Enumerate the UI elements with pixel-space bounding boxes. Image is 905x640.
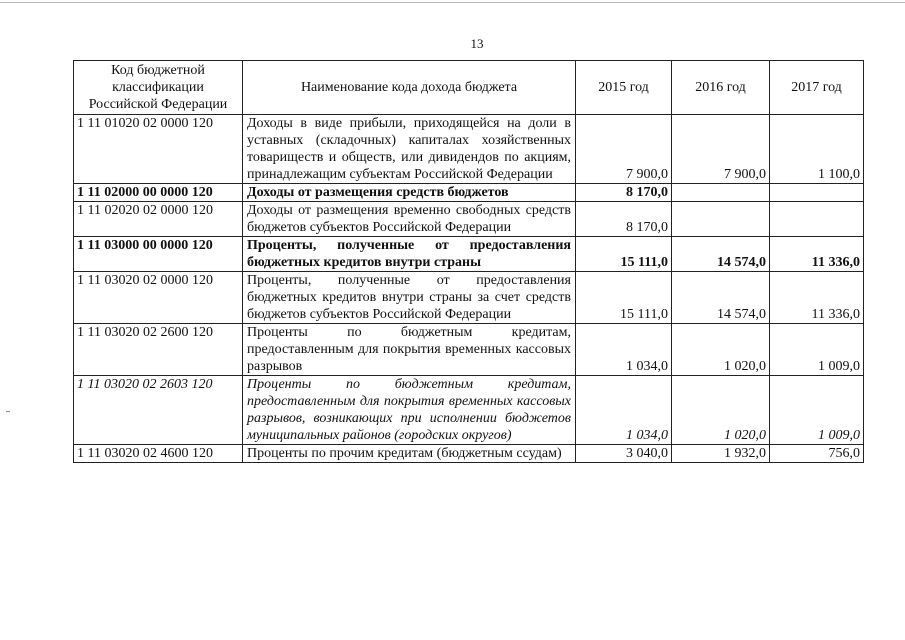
cell-name: Проценты, полученные от предоставления бюджетных кредитов внутри страны bbox=[243, 237, 576, 272]
cell-name: Доходы от размещения временно свободных средств бюджетов субъектов Российской Федерации bbox=[243, 202, 576, 237]
header-code: Код бюджетной классификации Российской Федерации bbox=[74, 61, 243, 115]
cell-name: Проценты по прочим кредитам (бюджетным ссудам) bbox=[243, 445, 576, 463]
cell-2016: 7 900,0 bbox=[672, 115, 770, 184]
cell-2017 bbox=[770, 184, 864, 202]
cell-code: 1 11 02020 02 0000 120 bbox=[74, 202, 243, 237]
cell-code: 1 11 03020 02 2603 120 bbox=[74, 376, 243, 445]
table-header-row bbox=[74, 61, 864, 115]
header-2015: 2015 год bbox=[576, 61, 672, 115]
cell-2017: 11 336,0 bbox=[770, 272, 864, 324]
cell-2017: 11 336,0 bbox=[770, 237, 864, 272]
cell-code: 1 11 03020 02 4600 120 bbox=[74, 445, 243, 463]
table-row bbox=[74, 202, 864, 237]
cell-2015: 7 900,0 bbox=[576, 115, 672, 184]
cell-name: Доходы в виде прибыли, приходящейся на доли в уставных (складочных) капиталах хозяйственных товариществ и обществ, или дивидендов по акциям, принадлежащим субъектам Российской Федерации bbox=[243, 115, 576, 184]
cell-2015: 8 170,0 bbox=[576, 184, 672, 202]
table-row bbox=[74, 376, 864, 445]
cell-name: Проценты, полученные от предоставления бюджетных кредитов внутри страны за счет средств бюджетов субъектов Российской Федерации bbox=[243, 272, 576, 324]
cell-code: 1 11 03000 00 0000 120 bbox=[74, 237, 243, 272]
cell-2015: 15 111,0 bbox=[576, 272, 672, 324]
table-row bbox=[74, 115, 864, 184]
cell-2017 bbox=[770, 202, 864, 237]
cell-2015: 1 034,0 bbox=[576, 324, 672, 376]
cell-2016 bbox=[672, 184, 770, 202]
page-number: 13 bbox=[470, 36, 484, 51]
cell-code: 1 11 03020 02 0000 120 bbox=[74, 272, 243, 324]
budget-revenue-table bbox=[73, 60, 864, 463]
table-row bbox=[74, 237, 864, 272]
header-2016: 2016 год bbox=[672, 61, 770, 115]
cell-2015: 15 111,0 bbox=[576, 237, 672, 272]
header-2017: 2017 год bbox=[770, 61, 864, 115]
cell-code: 1 11 02000 00 0000 120 bbox=[74, 184, 243, 202]
table-row bbox=[74, 445, 864, 463]
cell-2015: 1 034,0 bbox=[576, 376, 672, 445]
cell-2016: 1 020,0 bbox=[672, 324, 770, 376]
cell-2016 bbox=[672, 202, 770, 237]
cell-2015: 8 170,0 bbox=[576, 202, 672, 237]
header-name: Наименование кода дохода бюджета bbox=[243, 61, 576, 115]
table-row bbox=[74, 184, 864, 202]
top-border-line bbox=[0, 2, 905, 3]
table-row bbox=[74, 272, 864, 324]
cell-name: Проценты по бюджетным кредитам, предоставленным для покрытия временных кассовых разрывов bbox=[243, 324, 576, 376]
cell-name: Доходы от размещения средств бюджетов bbox=[243, 184, 576, 202]
cell-2017: 1 009,0 bbox=[770, 376, 864, 445]
cell-2017: 756,0 bbox=[770, 445, 864, 463]
cell-2017: 1 009,0 bbox=[770, 324, 864, 376]
cell-2016: 1 932,0 bbox=[672, 445, 770, 463]
table-row bbox=[74, 324, 864, 376]
margin-mark bbox=[6, 411, 10, 412]
cell-2016: 14 574,0 bbox=[672, 272, 770, 324]
cell-code: 1 11 03020 02 2600 120 bbox=[74, 324, 243, 376]
cell-2016: 1 020,0 bbox=[672, 376, 770, 445]
cell-code: 1 11 01020 02 0000 120 bbox=[74, 115, 243, 184]
cell-2015: 3 040,0 bbox=[576, 445, 672, 463]
cell-2016: 14 574,0 bbox=[672, 237, 770, 272]
cell-2017: 1 100,0 bbox=[770, 115, 864, 184]
cell-name: Проценты по бюджетным кредитам, предоставленным для покрытия временных кассовых разрывов, возникающих при исполнении бюджетов муниципальных районов (городских округов) bbox=[243, 376, 576, 445]
